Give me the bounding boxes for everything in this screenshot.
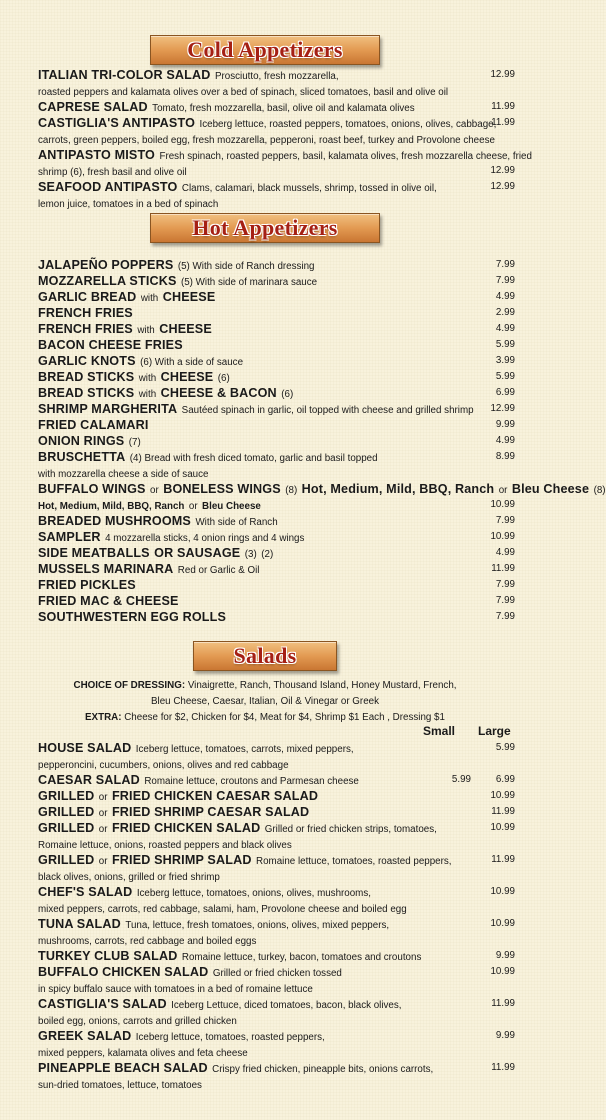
item-description-2: with mozzarella cheese a side of sauce xyxy=(38,469,209,480)
item-name: SOUTHWESTERN EGG ROLLS xyxy=(38,610,227,624)
menu-item xyxy=(38,305,515,321)
item-price: 9.99 xyxy=(495,419,515,430)
menu-item xyxy=(38,273,515,289)
item-price: 10.99 xyxy=(490,822,515,833)
item-price: 10.99 xyxy=(490,966,515,977)
item-price: 10.99 xyxy=(490,531,515,542)
menu-item-text xyxy=(38,401,474,417)
item-name: GRILLED xyxy=(38,805,95,819)
item-name-extra: BONELESS WINGS xyxy=(163,482,281,496)
small-column-header: Small xyxy=(423,724,456,738)
hot-appetizers-banner xyxy=(150,213,380,243)
menu-item-text xyxy=(38,820,471,836)
item-price: 9.99 xyxy=(495,1030,515,1041)
item-price: 3.99 xyxy=(495,355,515,366)
menu-item xyxy=(38,1060,515,1076)
cold-appetizers-title: Cold Appetizers xyxy=(187,37,343,62)
salads-list xyxy=(38,740,515,1092)
extra-text: Cheese for $2, Chicken for $4, Meat for $4, Shrimp $1 Each , Dressing $1 xyxy=(124,712,445,723)
menu-item xyxy=(38,820,515,836)
menu-item-text xyxy=(38,433,471,449)
extra-label: EXTRA: xyxy=(85,712,122,723)
item-description: (3) xyxy=(244,549,257,560)
item-price: 7.99 xyxy=(495,515,515,526)
item-price: 2.99 xyxy=(495,307,515,318)
item-price: 7.99 xyxy=(495,259,515,270)
item-price: 7.99 xyxy=(495,595,515,606)
menu-item-text xyxy=(38,788,471,804)
item-price: 11.99 xyxy=(491,563,515,574)
item-name: MUSSELS MARINARA xyxy=(38,562,174,576)
item-price: 10.99 xyxy=(490,886,515,897)
menu-item-text xyxy=(38,481,606,497)
menu-item-text xyxy=(38,305,471,321)
item-name: FRIED PICKLES xyxy=(38,578,136,592)
item-description-2: in spicy buffalo sauce with tomatoes in a bed of romaine lettuce xyxy=(38,984,313,995)
menu-item-text-2 xyxy=(38,932,515,947)
salads-title: Salads xyxy=(233,643,297,668)
item-connector: or xyxy=(98,856,108,867)
item-price: 10.99 xyxy=(490,790,515,801)
item-price: 4.99 xyxy=(495,323,515,334)
item-name: PINEAPPLE BEACH SALAD xyxy=(38,1061,208,1075)
item-price: 10.99 xyxy=(490,918,515,929)
item-description: (5) With side of Ranch dressing xyxy=(177,261,315,272)
menu-item-continuation xyxy=(38,1044,515,1059)
menu-item xyxy=(38,948,515,964)
item-description: Crispy fried chicken, pineapple bits, onions carrots, xyxy=(212,1064,434,1075)
menu-item-text xyxy=(38,561,471,577)
menu-item-text-2 xyxy=(38,163,471,178)
item-description-2: black olives, onions, grilled or fried shrimp xyxy=(38,872,220,883)
item-name: HOUSE SALAD xyxy=(38,741,132,755)
item-name: FRENCH FRIES xyxy=(38,306,133,320)
item-name: GARLIC KNOTS xyxy=(38,354,136,368)
cold-appetizers-banner xyxy=(150,35,380,65)
item-description: Clams, calamari, black mussels, shrimp, tossed in olive oil, xyxy=(181,183,437,194)
menu-item-text xyxy=(38,772,433,788)
item-price: 11.99 xyxy=(491,1062,515,1073)
menu-item-text xyxy=(38,513,471,529)
menu-item-text-2 xyxy=(38,1012,515,1027)
menu-item-text xyxy=(38,147,532,163)
item-name: TURKEY CLUB SALAD xyxy=(38,949,178,963)
item-description: (5) With side of marinara sauce xyxy=(180,277,318,288)
menu-item-continuation xyxy=(38,900,515,915)
item-price: 5.99 xyxy=(495,371,515,382)
menu-item-text-2 xyxy=(38,756,515,771)
menu-item-text xyxy=(38,417,471,433)
item-description-2: mushrooms, carrots, red cabbage and boiled eggs xyxy=(38,936,257,947)
dressing-line-2 xyxy=(0,694,530,710)
item-description-2: boiled egg, onions, carrots and grilled chicken xyxy=(38,1016,237,1027)
menu-item-continuation xyxy=(38,163,515,178)
menu-item xyxy=(38,884,515,900)
menu-item xyxy=(38,385,515,401)
menu-item-text xyxy=(38,804,471,820)
item-description: Grilled or fried chicken tossed xyxy=(212,968,342,979)
item-price: 12.99 xyxy=(490,165,515,176)
menu-item-text xyxy=(38,385,471,401)
item-description-2: carrots, green peppers, boiled egg, fresh mozzarella, pepperoni, roast beef, turkey and Provolone cheese xyxy=(38,135,495,146)
menu-item-text xyxy=(38,257,471,273)
item-name-extra: FRIED SHRIMP CAESAR SALAD xyxy=(111,805,310,819)
item-price: 4.99 xyxy=(495,291,515,302)
menu-item-text-2 xyxy=(38,1044,515,1059)
menu-item xyxy=(38,369,515,385)
item-name-extra: OR SAUSAGE xyxy=(154,546,241,560)
item-name: JALAPEÑO POPPERS xyxy=(38,258,174,272)
dressing-options-2: Bleu Cheese, Caesar, Italian, Oil & Vinegar or Greek xyxy=(151,696,379,707)
menu-item-text xyxy=(38,337,471,353)
menu-item xyxy=(38,417,515,433)
item-price: 4.99 xyxy=(495,435,515,446)
menu-item xyxy=(38,916,515,932)
item-name: GRILLED xyxy=(38,853,95,867)
menu-item-continuation xyxy=(38,83,515,98)
menu-item xyxy=(38,593,515,609)
item-description-2: mixed peppers, carrots, red cabbage, salami, ham, Provolone cheese and boiled egg xyxy=(38,904,407,915)
item-name: SEAFOOD ANTIPASTO xyxy=(38,180,178,194)
item-description: With side of Ranch xyxy=(195,517,278,528)
item-description: Iceberg lettuce, roasted peppers, tomatoes, onions, olives, cabbage, xyxy=(199,119,497,130)
item-description: Iceberg lettuce, tomatoes, carrots, mixed peppers, xyxy=(135,744,354,755)
item-name: CASTIGLIA'S ANTIPASTO xyxy=(38,116,196,130)
item-name: FRIED MAC & CHEESE xyxy=(38,594,179,608)
menu-item xyxy=(38,67,515,83)
menu-item-text xyxy=(38,273,471,289)
menu-item xyxy=(38,433,515,449)
menu-item-text xyxy=(38,577,471,593)
item-flavors-line: Hot, Medium, Mild, BBQ, Ranch xyxy=(38,501,185,512)
item-description: Romaine lettuce, croutons and Parmesan cheese xyxy=(144,776,359,787)
item-description: (6) xyxy=(217,373,230,384)
item-price: 11.99 xyxy=(491,854,515,865)
menu-item-continuation xyxy=(38,756,515,771)
item-price: 11.99 xyxy=(491,101,515,112)
menu-item-text xyxy=(38,1028,471,1044)
item-description: Tomato, fresh mozzarella, basil, olive oil and kalamata olives xyxy=(152,103,415,114)
salad-dressing-info xyxy=(0,678,530,726)
item-connector: with xyxy=(137,325,155,336)
item-name: BREAD STICKS xyxy=(38,370,135,384)
menu-item-continuation xyxy=(38,1076,515,1091)
item-flavors-2: Bleu Cheese xyxy=(511,482,590,496)
item-description: Sautéed spinach in garlic, oil topped with cheese and grilled shrimp xyxy=(181,405,474,416)
item-name: ITALIAN TRI-COLOR SALAD xyxy=(38,68,211,82)
menu-item xyxy=(38,577,515,593)
item-name: GRILLED xyxy=(38,789,95,803)
menu-item-continuation xyxy=(38,836,515,851)
menu-item-continuation xyxy=(38,980,515,995)
item-price: 12.99 xyxy=(490,403,515,414)
menu-item-continuation xyxy=(38,465,515,480)
menu-item-text xyxy=(38,916,471,932)
menu-item-text-2 xyxy=(38,900,515,915)
item-connector: or xyxy=(98,792,108,803)
menu-item-text xyxy=(38,884,471,900)
menu-item xyxy=(38,449,515,465)
menu-item-text xyxy=(38,321,471,337)
item-description: Romaine lettuce, tomatoes, roasted peppers, xyxy=(256,856,452,867)
menu-item-text-2 xyxy=(38,868,515,883)
menu-item-text xyxy=(38,996,471,1012)
menu-item xyxy=(38,401,515,417)
item-description: Red or Garlic & Oil xyxy=(177,565,260,576)
item-connector: with xyxy=(138,373,157,384)
menu-item xyxy=(38,321,515,337)
item-name: BUFFALO WINGS xyxy=(38,482,146,496)
menu-item-text xyxy=(38,67,471,83)
menu-item-text xyxy=(38,852,471,868)
item-name: FRIED CALAMARI xyxy=(38,418,149,432)
item-name: FRENCH FRIES xyxy=(38,322,133,336)
item-description: Prosciutto, fresh mozzarella, xyxy=(214,71,339,82)
cold-appetizers-list xyxy=(38,67,532,211)
item-name: ONION RINGS xyxy=(38,434,125,448)
menu-item xyxy=(38,115,515,131)
item-description: (7) xyxy=(128,437,141,448)
item-name: SHRIMP MARGHERITA xyxy=(38,402,178,416)
menu-item-text xyxy=(38,179,471,195)
menu-item xyxy=(38,804,515,820)
item-description: (4) Bread with fresh diced tomato, garlic and basil topped xyxy=(129,453,378,464)
item-name-extra: CHEESE & BACON xyxy=(160,386,277,400)
dressing-label: CHOICE OF DRESSING: xyxy=(73,680,186,691)
item-name: BRUSCHETTA xyxy=(38,450,126,464)
item-description-2: sun-dried tomatoes, lettuce, tomatoes xyxy=(38,1080,202,1091)
item-name: CHEF'S SALAD xyxy=(38,885,133,899)
menu-item-text xyxy=(38,289,471,305)
item-name: BREAD STICKS xyxy=(38,386,135,400)
item-description: (8) xyxy=(285,485,298,496)
item-name: SIDE MEATBALLS xyxy=(38,546,150,560)
item-price: 9.99 xyxy=(495,950,515,961)
menu-item xyxy=(38,788,515,804)
menu-item-text xyxy=(38,1060,471,1076)
item-connector: or xyxy=(98,824,108,835)
item-description-2: Romaine lettuce, onions, roasted peppers and black olives xyxy=(38,840,292,851)
item-connector: or xyxy=(150,485,159,496)
menu-item xyxy=(38,353,515,369)
item-description-2: pepperoncini, cucumbers, onions, olives and red cabbage xyxy=(38,760,289,771)
menu-item xyxy=(38,852,515,868)
menu-item-text xyxy=(38,353,471,369)
menu-item-continuation xyxy=(38,1012,515,1027)
item-description: Romaine lettuce, turkey, bacon, tomatoes and croutons xyxy=(181,952,422,963)
item-description: 4 mozzarella sticks, 4 onion rings and 4 wings xyxy=(105,533,305,544)
menu-item xyxy=(38,609,515,625)
menu-item xyxy=(38,740,515,756)
dressing-options-1: Vinaigrette, Ranch, Thousand Island, Honey Mustard, French, xyxy=(187,680,457,691)
item-price: 7.99 xyxy=(495,611,515,622)
item-price: 7.99 xyxy=(495,579,515,590)
item-name-extra: FRIED CHICKEN SALAD xyxy=(111,821,261,835)
menu-item xyxy=(38,289,515,305)
item-name-extra: CHEESE xyxy=(159,322,212,336)
menu-item xyxy=(38,545,515,561)
menu-item xyxy=(38,529,515,545)
hot-appetizers-title: Hot Appetizers xyxy=(192,215,338,240)
item-price: 6.99 xyxy=(495,774,515,785)
menu-item-continuation xyxy=(38,932,515,947)
item-price: 5.99 xyxy=(495,339,515,350)
item-count: (8) xyxy=(593,485,606,496)
menu-item-text xyxy=(38,99,471,115)
menu-item xyxy=(38,1028,515,1044)
item-name: GREEK SALAD xyxy=(38,1029,132,1043)
item-name-extra: FRIED CHICKEN CAESAR SALAD xyxy=(111,789,319,803)
menu-item-text-2 xyxy=(38,836,515,851)
item-flavors-line-2: Bleu Cheese xyxy=(202,501,261,512)
menu-item xyxy=(38,99,515,115)
menu-item-text-2 xyxy=(38,131,515,146)
item-connector-2: or xyxy=(498,485,508,496)
menu-item-continuation xyxy=(38,195,515,210)
dressing-line-1 xyxy=(0,678,530,694)
menu-item-text xyxy=(38,740,471,756)
item-name: CASTIGLIA'S SALAD xyxy=(38,997,167,1011)
item-name-extra: FRIED SHRIMP SALAD xyxy=(111,853,252,867)
item-price: 8.99 xyxy=(495,451,515,462)
menu-item xyxy=(38,179,515,195)
menu-item xyxy=(38,257,515,273)
menu-item-text xyxy=(38,529,471,545)
menu-item-continuation xyxy=(38,131,515,146)
item-price: 12.99 xyxy=(490,69,515,80)
item-description-2: mixed peppers, kalamata olives and feta cheese xyxy=(38,1048,248,1059)
item-price: 5.99 xyxy=(495,742,515,753)
menu-item-text xyxy=(38,948,471,964)
item-name: BREADED MUSHROOMS xyxy=(38,514,191,528)
item-name: CAESAR SALAD xyxy=(38,773,140,787)
item-name: ANTIPASTO MISTO xyxy=(38,148,156,162)
large-column-header: Large xyxy=(478,724,511,738)
menu-item-text xyxy=(38,545,471,561)
item-name-extra: CHEESE xyxy=(160,370,214,384)
menu-item xyxy=(38,561,515,577)
hot-appetizers-list xyxy=(38,257,606,625)
menu-item-continuation xyxy=(38,497,515,512)
item-description: (6) xyxy=(281,389,294,400)
item-connector-3: or xyxy=(188,501,198,512)
menu-item xyxy=(38,337,515,353)
menu-item-text xyxy=(38,609,471,625)
menu-item-text-2 xyxy=(38,83,515,98)
menu-item xyxy=(38,147,532,163)
item-description: Iceberg lettuce, tomatoes, roasted peppers, xyxy=(135,1032,325,1043)
menu-item-text xyxy=(38,593,471,609)
item-price-small: 5.99 xyxy=(451,774,471,785)
item-name: BUFFALO CHICKEN SALAD xyxy=(38,965,209,979)
item-price: 7.99 xyxy=(495,275,515,286)
item-connector: with xyxy=(140,293,159,304)
item-price: 11.99 xyxy=(491,998,515,1009)
item-description: Grilled or fried chicken strips, tomatoes, xyxy=(264,824,437,835)
item-connector: or xyxy=(98,808,108,819)
item-description-2: shrimp (6), fresh basil and olive oil xyxy=(38,167,187,178)
item-name: GRILLED xyxy=(38,821,95,835)
item-name-extra: CHEESE xyxy=(162,290,216,304)
menu-item-text-2 xyxy=(38,1076,515,1091)
item-name: SAMPLER xyxy=(38,530,101,544)
menu-item-text xyxy=(38,964,471,980)
menu-item-text-2 xyxy=(38,465,515,480)
menu-item xyxy=(38,772,515,788)
item-flavors: Hot, Medium, Mild, BBQ, Ranch xyxy=(301,482,495,496)
item-name: MOZZARELLA STICKS xyxy=(38,274,177,288)
item-name: GARLIC BREAD xyxy=(38,290,137,304)
item-name: TUNA SALAD xyxy=(38,917,121,931)
salads-banner xyxy=(193,641,337,671)
menu-item xyxy=(38,996,515,1012)
menu-item-text xyxy=(38,369,471,385)
item-name: CAPRESE SALAD xyxy=(38,100,148,114)
item-price: 11.99 xyxy=(491,806,515,817)
item-price: 6.99 xyxy=(495,387,515,398)
item-price: 10.99 xyxy=(490,499,515,510)
item-count: (2) xyxy=(261,549,274,560)
menu-item-continuation xyxy=(38,868,515,883)
item-description-2: lemon juice, tomatoes in a bed of spinach xyxy=(38,199,219,210)
item-description: Iceberg Lettuce, diced tomatoes, bacon, black olives, xyxy=(171,1000,402,1011)
item-description-2: roasted peppers and kalamata olives over a bed of spinach, sliced tomatoes, basil and olive oil xyxy=(38,87,449,98)
item-price: 12.99 xyxy=(490,181,515,192)
menu-item-text-2 xyxy=(38,497,471,512)
menu-item-text xyxy=(38,115,497,131)
item-connector: with xyxy=(138,389,157,400)
item-name: BACON CHEESE FRIES xyxy=(38,338,183,352)
menu-item xyxy=(38,513,515,529)
item-description: Fresh spinach, roasted peppers, basil, kalamata olives, fresh mozzarella cheese, fried xyxy=(159,151,532,162)
menu-item-text-2 xyxy=(38,980,515,995)
item-description: Iceberg lettuce, tomatoes, onions, olives, mushrooms, xyxy=(136,888,371,899)
item-price: 4.99 xyxy=(495,547,515,558)
menu-item xyxy=(38,964,515,980)
item-description: (6) With a side of sauce xyxy=(140,357,244,368)
menu-item-text xyxy=(38,449,471,465)
item-description: Tuna, lettuce, fresh tomatoes, onions, olives, mixed peppers, xyxy=(125,920,390,931)
menu-item-text-2 xyxy=(38,195,515,210)
menu-item xyxy=(38,481,606,497)
item-price: 11.99 xyxy=(491,117,515,128)
